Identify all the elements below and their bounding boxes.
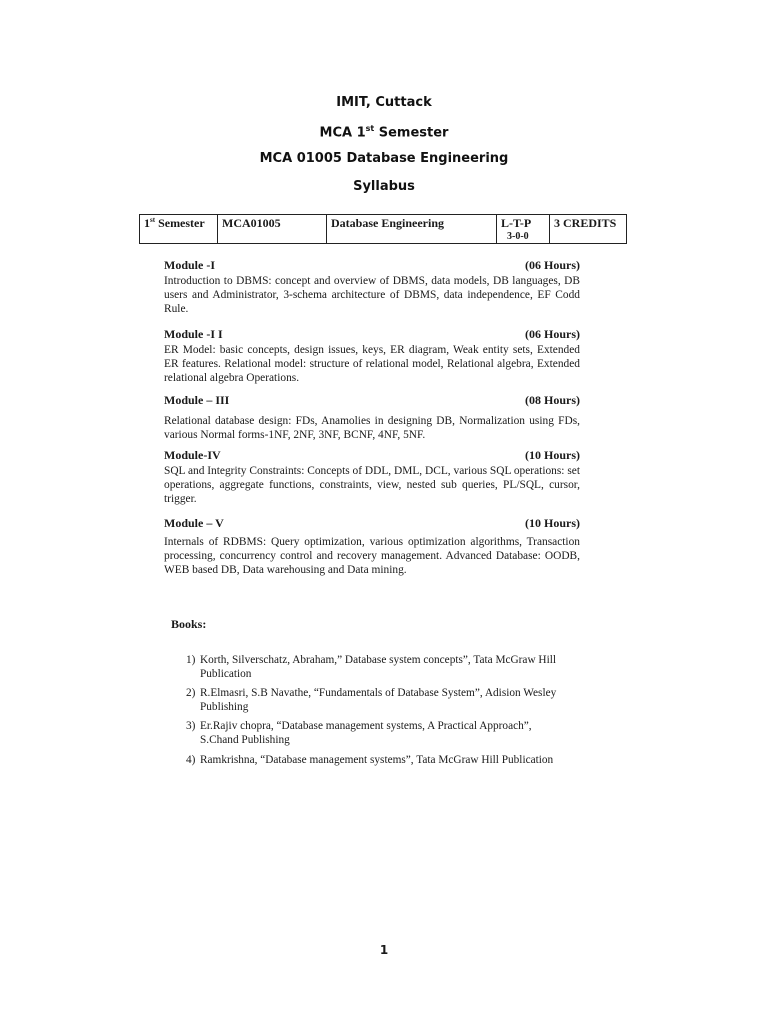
ltp-cell (497, 215, 550, 244)
page-number: 1 (379, 943, 389, 957)
module-hours: (10 Hours) (525, 448, 580, 462)
module-title: Module – III (164, 393, 230, 407)
books-heading: Books: (171, 617, 207, 631)
module-description: Relational database design: FDs, Anamolies in designing DB, Normalization using FDs, various Normal forms-1NF, 2NF, 3NF, BCNF, 4NF, 5NF. (164, 415, 580, 441)
semester-prefix: MCA 1 (319, 125, 366, 141)
ltp-label: L-T-P (501, 216, 532, 230)
institute-title: IMIT, Cuttack (336, 95, 432, 110)
module-4 (164, 448, 580, 506)
semester-suffix: Semester (374, 125, 449, 141)
book-item (186, 653, 566, 681)
credits-cell: 3 CREDITS (550, 215, 627, 244)
semester-num: 1 (144, 216, 150, 230)
semester-cell (140, 215, 218, 244)
course-title: MCA 01005 Database Engineering (259, 151, 509, 166)
semester-sup: st (365, 124, 375, 133)
book-text: Ramkrishna, “Database management systems”, Tata McGraw Hill Publication (200, 754, 554, 766)
semester-cell-sup: st (150, 216, 156, 224)
book-number: 4) (186, 754, 196, 766)
code-cell: MCA01005 (218, 215, 327, 244)
semester-word: Semester (155, 216, 205, 230)
table-row (140, 215, 627, 244)
module-description: SQL and Integrity Constraints: Concepts of DDL, DML, DCL, various SQL operations: set operations, aggregate functions, constraints, view, nested sub queries, PL/SQL, cursor, trigger. (164, 465, 580, 505)
book-item (186, 719, 566, 747)
module-title: Module – V (164, 516, 224, 530)
module-description: Introduction to DBMS: concept and overview of DBMS, data models, DB languages, DB users and Administrator, 3-schema architecture of DBMS, data independence, EF Codd Rule. (164, 275, 580, 315)
book-text: Korth, Silverschatz, Abraham,” Database system concepts”, Tata McGraw Hill Publication (200, 654, 556, 680)
module-hours: (08 Hours) (525, 393, 580, 407)
ltp-value: 3-0-0 (507, 231, 529, 242)
book-text: R.Elmasri, S.B Navathe, “Fundamentals of Database System”, Adision Wesley Publishing (200, 687, 557, 713)
book-number: 1) (186, 654, 196, 666)
module-hours: (06 Hours) (525, 327, 580, 341)
module-title: Module -I I (164, 327, 223, 341)
doc-type-title: Syllabus (353, 179, 415, 194)
module-title: Module-IV (164, 448, 221, 462)
module-description: Internals of RDBMS: Query optimization, various optimization algorithms, Transaction processing, concurrency control and recovery management. Advanced Database: OODB, WEB based DB, Data warehousing and Data mining. (164, 536, 580, 576)
module-hours: (06 Hours) (525, 258, 580, 272)
module-hours: (10 Hours) (525, 516, 580, 530)
book-item (186, 753, 566, 767)
module-5 (164, 516, 580, 577)
semester-title (0, 124, 768, 140)
subject-cell: Database Engineering (327, 215, 497, 244)
module-title: Module -I (164, 258, 215, 272)
book-number: 2) (186, 687, 196, 699)
module-2 (164, 327, 580, 385)
book-number: 3) (186, 720, 196, 732)
book-item (186, 686, 566, 714)
module-1 (164, 258, 580, 316)
module-description: ER Model: basic concepts, design issues, keys, ER diagram, Weak entity sets, Extended ER features. Relational model: structure of relational model, Relational algebra, Extended relational algebra Operations. (164, 344, 580, 384)
book-text: Er.Rajiv chopra, “Database management systems, A Practical Approach”, S.Chand Publishing (200, 720, 532, 746)
course-info-table (139, 214, 627, 244)
module-3 (164, 393, 580, 442)
